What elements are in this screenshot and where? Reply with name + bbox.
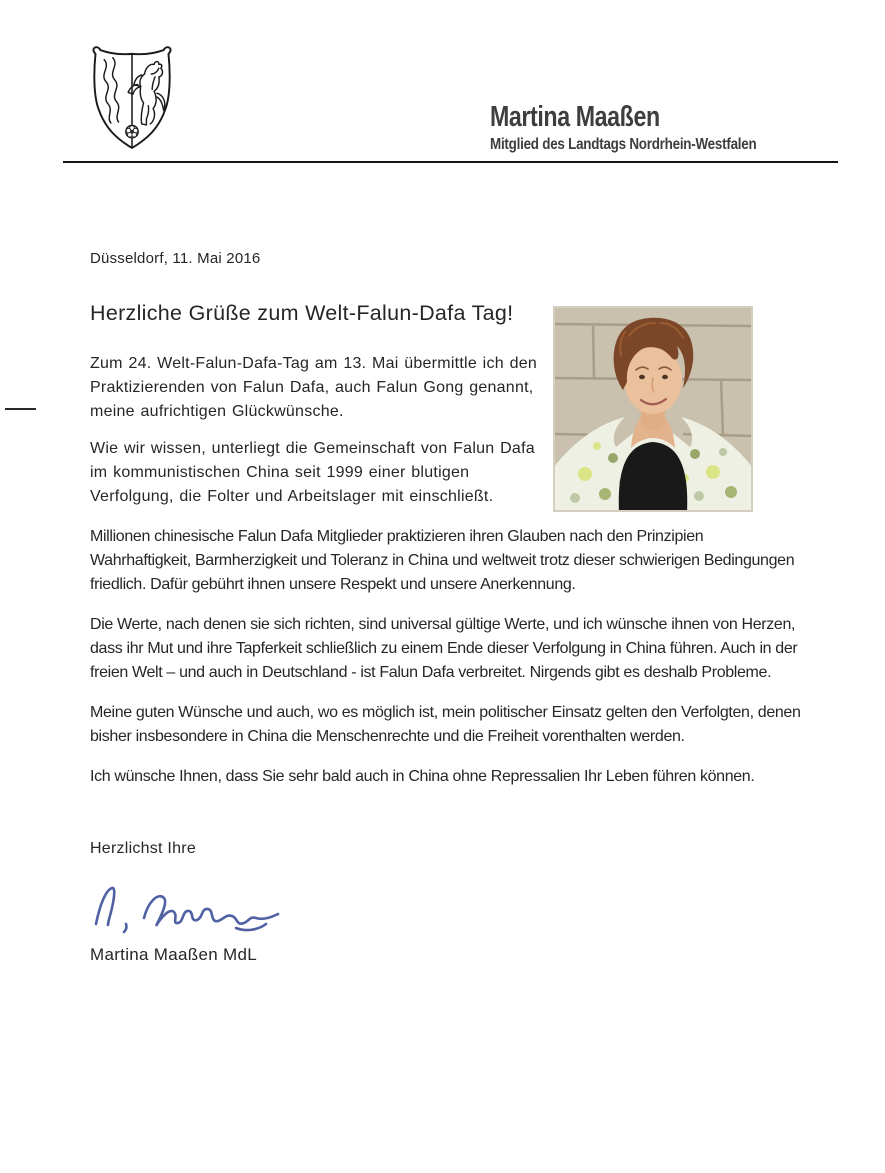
paragraph-5: Meine guten Wünsche und auch, wo es möglich ist, mein politischer Einsatz gelten den Verfolgten, denen bisher insbesondere in China die Menschenrechte und die Freiheit vorenthalten werden.: [90, 704, 801, 745]
paragraph-2: Wie wir wissen, unterliegt die Gemeinschaft von Falun Dafa im kommunistischen China seit 1999 einer blutigen Verfolgung, die Folter und Arbeitslager mit einschließt.: [90, 440, 535, 505]
header-rule: [63, 161, 838, 163]
signatory-name: Martina Maaßen MdL: [90, 945, 257, 964]
closing-salutation: Herzlichst Ihre: [90, 840, 196, 857]
fold-mark: [5, 408, 36, 410]
dateline: Düsseldorf, 11. Mai 2016: [90, 250, 261, 267]
paragraph-1: Zum 24. Welt-Falun-Dafa-Tag am 13. Mai übermittle ich den Praktizierenden von Falun Dafa, auch Falun Gong genannt, meine aufrichtigen Glückwünsche.: [90, 355, 538, 420]
sender-name: Martina Maaßen: [490, 101, 660, 133]
lippe-rose: [126, 125, 138, 137]
letter-body: [90, 250, 802, 965]
paragraph-3: Millionen chinesische Falun Dafa Mitglieder praktizieren ihren Glauben nach den Prinzipien Wahrhaftigkeit, Barmherzigkeit und Toleranz in China und weltweit trotz dieser schwierigen Bedingungen friedlich. Dafür gebührt ihnen unsere Respekt und unsere Anerkennung.: [90, 528, 795, 593]
paragraph-6: Ich wünsche Ihnen, dass Sie sehr bald auch in China ohne Repressalien Ihr Leben führen können.: [90, 768, 755, 785]
portrait-photo: [553, 306, 753, 512]
sender-role: Mitglied des Landtags Nordrhein-Westfalen: [490, 136, 757, 153]
nrw-coat-of-arms: [84, 44, 180, 154]
signature: [86, 870, 296, 936]
paragraph-4: Die Werte, nach denen sie sich richten, sind universal gültige Werte, und ich wünsche ihnen von Herzen, dass ihr Mut und ihre Tapferkeit schließlich zu einem Ende dieser Verfolgung in China führen. Auch in der freien Welt – und auch in Deutschland - ist Falun Dafa verbreitet. Nirgends gibt es deshalb Probleme.: [90, 616, 798, 681]
subject-line: Herzliche Grüße zum Welt-Falun-Dafa Tag!: [90, 301, 514, 325]
letterhead: [490, 101, 807, 154]
